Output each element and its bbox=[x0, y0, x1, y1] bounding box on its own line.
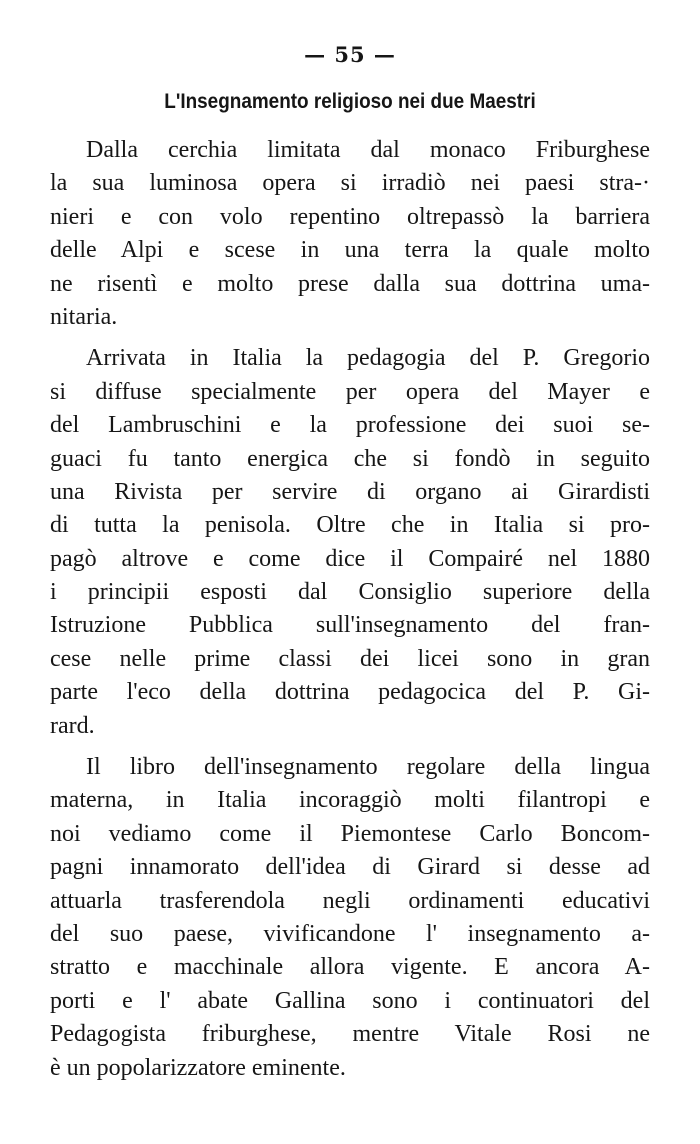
text-line: la sua luminosa opera si irradiò nei paesi stra-· bbox=[50, 170, 650, 197]
text-line: di tutta la penisola. Oltre che in Italia si pro- bbox=[50, 512, 650, 539]
text-line: parte l'eco della dottrina pedagocica del P. Gi- bbox=[50, 679, 650, 706]
text-line: cese nelle prime classi dei licei sono in gran bbox=[50, 645, 650, 672]
text-line: i principii esposti dal Consiglio superiore della bbox=[50, 579, 650, 606]
text-line: ne risentì e molto prese dalla sua dottrina uma- bbox=[50, 270, 650, 297]
text-line: porti e l' abate Gallina sono i continuatori del bbox=[50, 987, 650, 1014]
text-line: del Lambruschini e la professione dei suoi se- bbox=[50, 412, 650, 439]
paragraph-2 bbox=[50, 342, 650, 743]
paragraph-1 bbox=[50, 134, 650, 334]
text-line: del suo paese, vivificandone l' insegnamento a- bbox=[50, 920, 650, 947]
text-line: attuarla trasferendola negli ordinamenti educativi bbox=[50, 887, 650, 914]
chapter-title: L'Insegnamento religioso nei due Maestri bbox=[164, 89, 536, 113]
paragraph-3 bbox=[50, 751, 650, 1085]
text-line: stratto e macchinale allora vigente. E ancora A- bbox=[50, 954, 650, 981]
text-line: Dalla cerchia limitata dal monaco Friburghese bbox=[86, 137, 650, 163]
text-line: Il libro dell'insegnamento regolare della lingua bbox=[86, 754, 650, 781]
text-line: pagò altrove e come dice il Compairé nel 1880 bbox=[50, 545, 650, 572]
text-line: guaci fu tanto energica che si fondò in seguito bbox=[50, 445, 650, 472]
text-line: pagni innamorato dell'idea di Girard si desse ad bbox=[50, 854, 650, 881]
text-line: nieri e con volo repentino oltrepassò la barriera bbox=[50, 203, 650, 230]
text-line: noi vediamo come il Piemontese Carlo Boncom- bbox=[50, 820, 650, 847]
text-line: si diffuse specialmente per opera del Mayer e bbox=[50, 378, 650, 405]
text-line: materna, in Italia incoraggiò molti filantropi e bbox=[50, 787, 650, 814]
text-line: una Rivista per servire di organo ai Girardisti bbox=[50, 478, 650, 505]
text-line: nitaria. bbox=[50, 303, 118, 330]
text-line: Arrivata in Italia la pedagogia del P. Gregorio bbox=[86, 345, 650, 372]
text-line: rard. bbox=[50, 712, 95, 739]
text-line: Pedagogista friburghese, mentre Vitale Rosi ne bbox=[50, 1021, 650, 1048]
text-line: è un popolarizzatore eminente. bbox=[50, 1054, 346, 1081]
text-line: Istruzione Pubblica sull'insegnamento del fran- bbox=[50, 612, 650, 639]
text-line: delle Alpi e scese in una terra la quale molto bbox=[50, 237, 650, 264]
page-number: — 55 — bbox=[304, 42, 396, 67]
